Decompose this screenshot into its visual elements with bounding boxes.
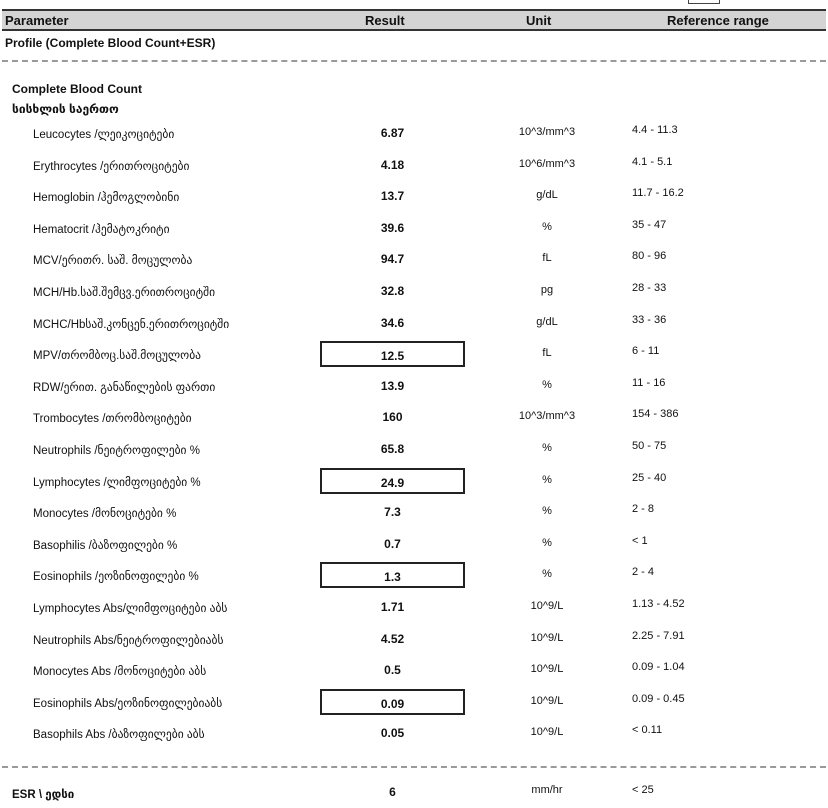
result-value: 160: [382, 410, 403, 425]
result-value: 6: [389, 785, 396, 799]
result-value: 0.05: [380, 726, 405, 741]
unit: %: [542, 536, 552, 549]
result-value: 94.7: [380, 252, 405, 267]
parameter-name: ESR \ ედსი: [12, 789, 75, 801]
result-value: 6.87: [380, 126, 405, 140]
table-row: [0, 275, 828, 307]
result-value: 0.5: [384, 663, 401, 678]
parameter-name: Hematocrit /ჰემატოკრიტი: [33, 223, 170, 236]
parameter-name: MCHC/Hbსაშ.კონცენ.ერითროციტში: [33, 318, 230, 331]
parameter-name: Neutrophils /ნეიტროფილები %: [33, 445, 200, 457]
parameter-name: RDW/ერით. განაწილების ფართი: [33, 381, 216, 394]
parameter-name: MCV/ერითრ. საშ. მოცულობა: [33, 255, 193, 268]
parameter-name: Leucocytes /ლეიკოციტები: [33, 129, 175, 141]
table-row: [0, 212, 828, 244]
page-tab-marker: [688, 0, 720, 4]
reference-range: 154 - 386: [632, 408, 679, 421]
result-value-flagged: 12.5: [320, 341, 465, 367]
table-row: [0, 307, 828, 339]
parameter-name: Neutrophils Abs/ნეიტროფილებიაბს: [33, 634, 224, 647]
reference-range: 28 - 33: [632, 282, 667, 294]
unit: %: [542, 442, 552, 454]
reference-range: 6 - 11: [632, 345, 660, 358]
parameter-name: Eosinophils /ეოზინოფილები %: [33, 571, 199, 584]
reference-range: < 25: [632, 784, 654, 796]
unit: %: [542, 378, 552, 391]
result-value: 7.3: [384, 505, 401, 520]
reference-range: 0.09 - 1.04: [632, 661, 685, 674]
unit: 10^9/L: [530, 694, 564, 707]
reference-range: 25 - 40: [632, 471, 667, 484]
reference-range: 11 - 16: [632, 376, 666, 389]
parameter-name: Trombocytes /თრომბოციტები: [33, 413, 192, 426]
dashed-divider: [2, 766, 826, 768]
reference-range: 80 - 96: [632, 250, 667, 263]
table-row: [0, 717, 828, 749]
parameter-name: Lymphocytes Abs/ლიმფოციტები აბს: [33, 603, 228, 615]
table-row: [0, 559, 828, 591]
parameter-name: Erythrocytes /ერითროციტები: [33, 160, 190, 173]
table-row: [0, 149, 828, 181]
parameter-name: Lymphocytes /ლიმფოციტები %: [33, 476, 201, 489]
header-result: Result: [365, 13, 405, 28]
table-row: [0, 338, 828, 370]
table-row: [0, 117, 828, 149]
esr-row: [0, 770, 828, 802]
unit: g/dL: [536, 315, 558, 328]
table-row: [0, 496, 828, 528]
parameter-name: Basophils Abs /ბაზოფილები აბს: [33, 729, 205, 742]
unit: 10^6/mm^3: [518, 157, 576, 170]
table-row: [0, 401, 828, 433]
unit: 10^9/L: [530, 663, 564, 676]
unit: 10^9/L: [530, 631, 564, 644]
result-value-flagged: 24.9: [320, 468, 465, 494]
parameter-name: MPV/თრომბოც.საშ.მოცულობა: [33, 350, 201, 363]
table-row: [0, 654, 828, 686]
unit: fL: [542, 252, 552, 265]
dashed-divider: [2, 60, 826, 62]
table-row: [0, 370, 828, 402]
parameter-name: Monocytes /მონოციტები %: [33, 508, 177, 521]
profile-title: Profile (Complete Blood Count+ESR): [5, 36, 216, 50]
section-title: Complete Blood Count: [12, 82, 142, 96]
table-row: [0, 686, 828, 718]
result-value: 4.52: [380, 631, 405, 646]
unit: 10^9/L: [530, 600, 564, 612]
result-value: 34.6: [380, 315, 405, 330]
unit: fL: [542, 347, 552, 360]
unit: %: [542, 568, 552, 581]
table-row: [0, 180, 828, 212]
result-value: 39.6: [380, 220, 405, 235]
result-value-flagged: 0.09: [320, 689, 465, 715]
table-row: [0, 528, 828, 560]
unit: pg: [540, 284, 554, 296]
table-row: [0, 433, 828, 465]
header-reference-range: Reference range: [667, 13, 769, 28]
reference-range: 11.7 - 16.2: [632, 187, 684, 200]
result-value: 1.71: [380, 600, 405, 614]
table-header: [2, 9, 826, 31]
table-row: [0, 591, 828, 623]
unit: %: [542, 220, 552, 233]
parameter-name: MCH/Hb.საშ.შემცვ.ერითროციტში: [33, 287, 216, 299]
result-value: 32.8: [380, 284, 405, 298]
unit: %: [542, 505, 552, 518]
result-value: 0.7: [384, 536, 401, 551]
parameter-name: Eosinophils Abs/ეოზინოფილებიაბს: [33, 697, 223, 710]
header-parameter: Parameter: [5, 13, 69, 28]
result-value: 65.8: [380, 442, 405, 456]
unit: 10^3/mm^3: [518, 126, 576, 138]
header-unit: Unit: [526, 13, 552, 28]
parameter-name: Hemoglobin /ჰემოგლობინი: [33, 192, 180, 205]
unit: 10^3/mm^3: [518, 410, 576, 423]
reference-range: 0.09 - 0.45: [632, 692, 685, 705]
unit: g/dL: [536, 189, 558, 202]
reference-range: 33 - 36: [632, 313, 667, 326]
result-value-flagged: 1.3: [320, 562, 465, 588]
table-row: [0, 623, 828, 655]
reference-range: 1.13 - 4.52: [632, 598, 685, 610]
result-value: 4.18: [380, 157, 405, 172]
parameter-name: Basophilis /ბაზოფილები %: [33, 539, 178, 552]
reference-range: 2 - 4: [632, 566, 655, 579]
result-value: 13.9: [380, 378, 405, 393]
reference-range: 2 - 8: [632, 503, 655, 516]
unit: 10^9/L: [530, 726, 564, 739]
unit: mm/hr: [531, 784, 563, 796]
result-value: 13.7: [380, 189, 405, 204]
unit: %: [542, 473, 552, 486]
reference-range: 35 - 47: [632, 218, 667, 231]
table-row: [0, 465, 828, 497]
reference-range: < 0.11: [632, 724, 663, 737]
reference-range: 4.4 - 11.3: [632, 124, 678, 136]
section-subtitle: სისხლის საერთო: [12, 102, 119, 116]
table-row: [0, 243, 828, 275]
parameter-name: Monocytes Abs /მონოციტები აბს: [33, 666, 207, 679]
reference-range: 4.1 - 5.1: [632, 155, 673, 168]
reference-range: 2.25 - 7.91: [632, 629, 685, 642]
reference-range: < 1: [632, 534, 648, 547]
reference-range: 50 - 75: [632, 440, 667, 452]
